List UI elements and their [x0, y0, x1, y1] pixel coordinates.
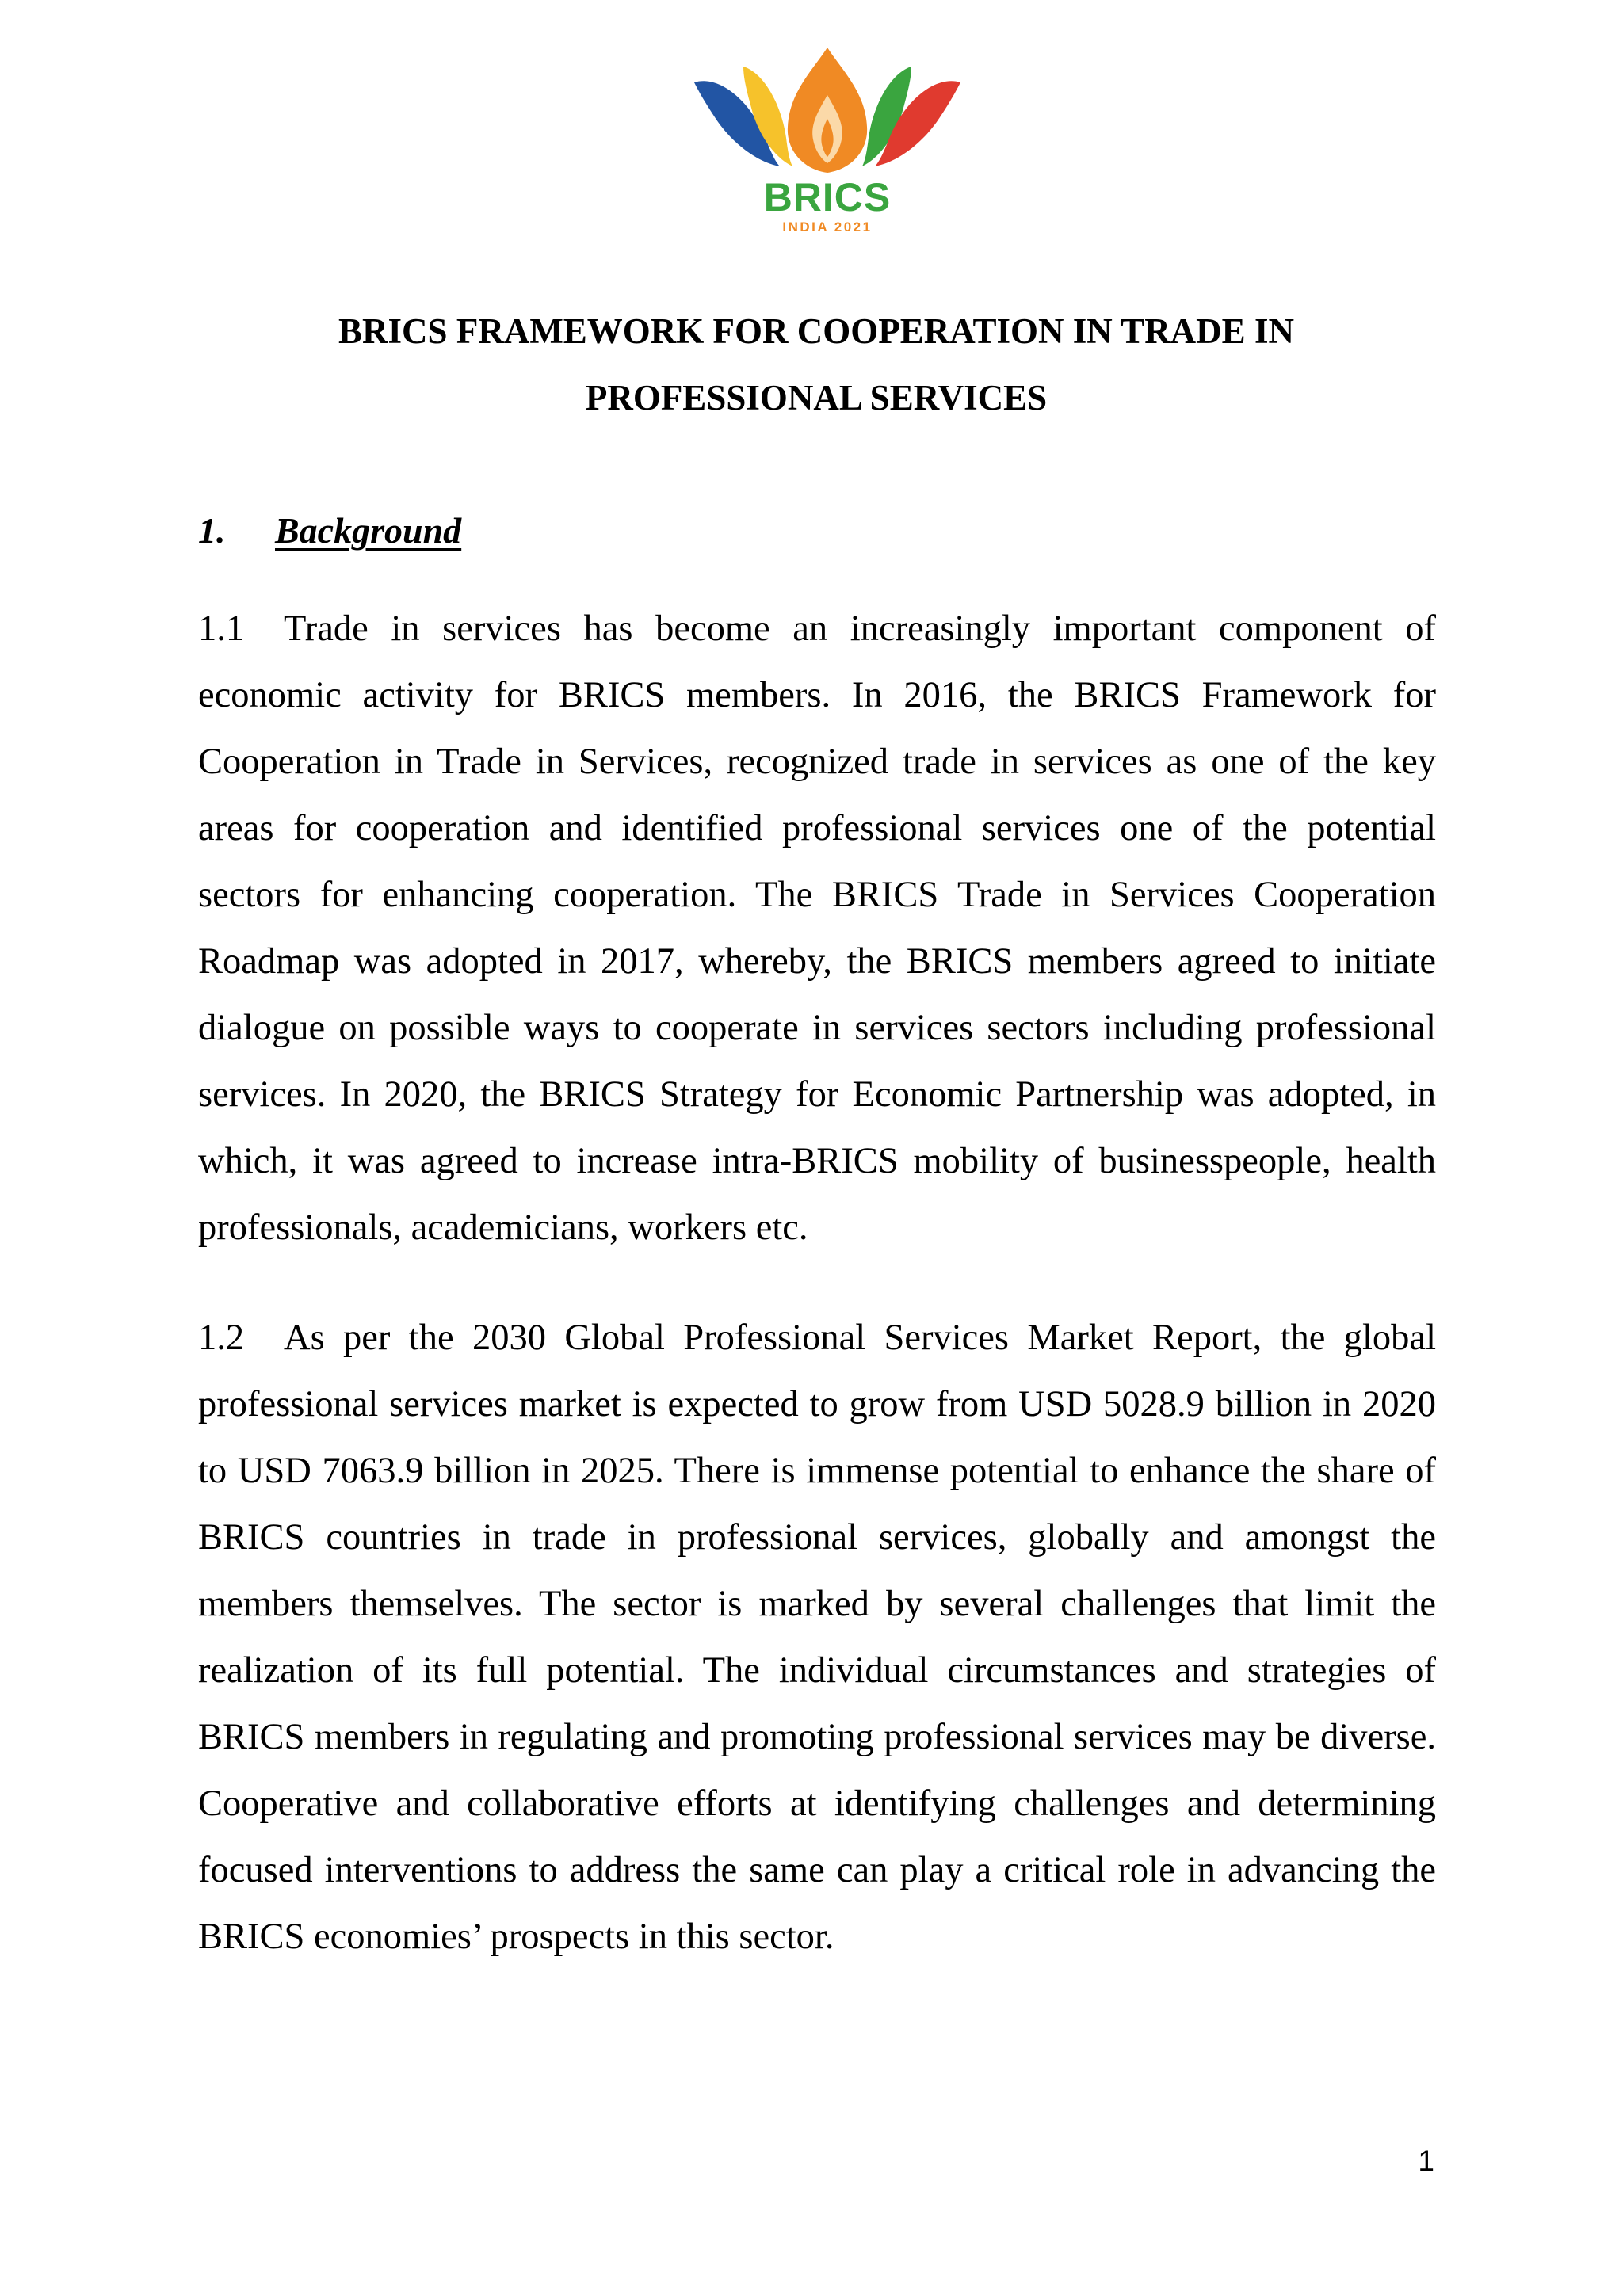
section-number: 1.: [198, 510, 226, 551]
page-number: 1: [1418, 2145, 1434, 2177]
document-title-line-1: BRICS FRAMEWORK FOR COOPERATION IN TRADE IN: [338, 311, 1294, 351]
section-heading-label: Background: [275, 510, 462, 551]
paragraph-1-1: [198, 596, 1436, 1261]
paragraph-text: As per the 2030 Global Professional Services Market Report, the global professional services market is expected to grow from USD 5028.9 billion in 2020 to USD 7063.9 billion in 2025. There is immense potential to enhance the share of BRICS countries in trade in professional services, globally and amongst the members themselves. The sector is marked by several challenges that limit the realization of its full potential. The individual circumstances and strategies of BRICS members in regulating and promoting professional services may be diverse. Cooperative and collaborative efforts at identifying challenges and determining focused interventions to address the same can play a critical role in advancing the BRICS economies’ prospects in this sector.: [198, 1318, 1436, 1957]
document-title: [198, 298, 1434, 431]
paragraph-text: Trade in services has become an increasingly important component of economic activity for BRICS members. In 2016, the BRICS Framework for Cooperation in Trade in Services, recognized trade in services as one of the key areas for cooperation and identified professional services one of the potential sectors for enhancing cooperation. The BRICS Trade in Services Cooperation Roadmap was adopted in 2017, whereby, the BRICS members agreed to initiate dialogue on possible ways to cooperate in services sectors including professional services. In 2020, the BRICS Strategy for Economic Partnership was adopted, in which, it was agreed to increase intra-BRICS mobility of businesspeople, health professionals, academicians, workers etc.: [198, 608, 1436, 1248]
brics-india-2021-logo: [688, 46, 967, 236]
section-heading-background: [198, 499, 461, 563]
logo-wordmark: BRICS: [763, 175, 892, 219]
paragraph-number: 1.2: [198, 1318, 245, 1358]
logo-subtitle: INDIA 2021: [782, 219, 873, 235]
paragraph-1-2: [198, 1305, 1436, 1970]
paragraph-number: 1.1: [198, 608, 245, 649]
document-title-line-2: PROFESSIONAL SERVICES: [585, 378, 1048, 418]
